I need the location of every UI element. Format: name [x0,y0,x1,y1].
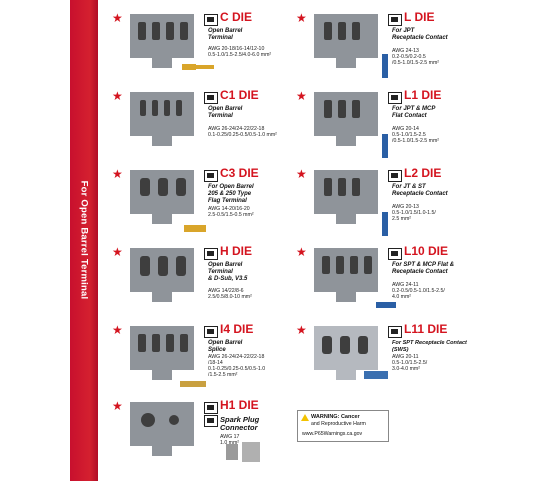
warning-url: www.P65Warnings.ca.gov [302,431,363,437]
die-description: Open Barrel Terminal & D-Sub, V3.5 [208,262,248,282]
die-spec: AWG 20-11 0.5-1.0/1.5-2.5/ 3.0-4.0 mm² [392,354,428,372]
sidebar-label: For Open Barrel Terminal [78,180,90,300]
die-image [126,402,198,456]
die-profile-icon [388,14,402,26]
star-icon: ★ [296,167,307,181]
die-spec: AWG 24-11 0.2-0.5/0.5-1.0/1.5-2.5/ 4.0 mm² [392,282,445,300]
die-card-l2 [296,166,524,244]
die-profile-icon [204,170,218,182]
contact-icon [362,368,392,382]
star-icon: ★ [112,323,123,337]
warning-title: WARNING: Cancer [311,414,360,420]
die-name: C3 DIE [220,166,259,180]
die-name: H DIE [220,244,253,258]
die-spec: AWG 17 1.0 mm² [220,434,240,446]
splice-icon [180,378,210,390]
die-name: I4 DIE [220,322,254,336]
die-card-l1 [296,88,524,166]
die-spec: AWG 26-24/24-22/22-18 /18-14 0.1-0.25/0.25-0.5/0.5-1.0 /1.5-2.5 mm² [208,354,266,378]
die-profile-icon [204,326,218,338]
star-icon: ★ [296,245,307,259]
die-profile-icon [204,248,218,260]
die-image [126,326,198,380]
die-description: Open Barrel Terminal [208,106,243,119]
die-card-l11 [296,322,524,400]
die-name: C DIE [220,10,253,24]
die-name: C1 DIE [220,88,259,102]
star-icon: ★ [112,167,123,181]
star-icon: ★ [112,399,123,413]
die-profile-icon [388,248,402,260]
die-description: For JPT & MCP Flat Contact [392,106,436,119]
die-image [126,170,198,224]
star-icon: ★ [112,89,123,103]
star-icon: ★ [112,11,123,25]
die-profile-icon [204,92,218,104]
die-profile-icon [204,14,218,26]
die-profile-icon [388,92,402,104]
die-description: Open Barrel Terminal [208,28,243,41]
star-icon: ★ [296,89,307,103]
die-name: L10 DIE [404,244,449,258]
die-image [126,92,198,146]
die-spec: AWG 14/22/8-6 2.5/0.5/8.0-10 mm² [208,288,252,300]
die-profile-icon [204,415,218,427]
die-name: L2 DIE [404,166,442,180]
terminal-icon [184,222,210,236]
die-description: For Open Barrel 205 & 250 Type Flag Terminal [208,184,254,204]
die-image [310,14,382,68]
warning-icon [301,414,309,421]
die-description: Spark Plug Connector [220,415,260,432]
die-name: L DIE [404,10,435,24]
die-profile-icon [204,402,218,414]
star-icon: ★ [296,11,307,25]
terminal-icon [182,60,216,74]
die-description: For SPT Receptacle Contact (SWS) [392,340,467,353]
die-profile-icon [388,170,402,182]
die-spec: AWG 24-13 0.2-0.5/0.2-0.5 /0.5-1.0/1.5-2.5 mm² [392,48,439,66]
die-name: L1 DIE [404,88,442,102]
die-name: L11 DIE [404,322,448,336]
die-description: For JPT Receptacle Contact [392,28,448,41]
die-card-l [296,10,524,88]
die-image [310,170,382,224]
star-icon: ★ [112,245,123,259]
die-spec: AWG 20-18/16-14/12-10 0.5-1.0/1.5-2.5/4.0-6.0 mm² [208,46,272,58]
die-image [126,248,198,302]
die-image [310,92,382,146]
die-spec: AWG 14-20/16-20 2.5-0.5/1.5-0.5 mm² [208,206,254,218]
die-description: For SPT & MCP Flat & Receptacle Contact [392,262,455,275]
die-spec: AWG 20-13 0.5-1.0/1.5/1.0-1.5/ 2.5 mm² [392,204,436,222]
die-spec: AWG 26-24/24-22/22-18 0.1-0.25/0.25-0.5/0.5-1.0 mm² [208,126,277,138]
die-spec: AWG 20-14 0.5-1.0/1.5-2.5 /0.5-1.0/1.5-2.5 mm² [392,126,439,144]
prop65-warning [297,410,389,442]
star-icon: ★ [296,323,307,337]
warning-subtitle: and Reproductive Harm [311,421,366,427]
die-name: H1 DIE [220,398,259,412]
die-profile-icon [388,326,402,338]
die-image [310,248,382,302]
die-card-l10 [296,244,524,322]
die-description: Open Barrel Splice [208,340,243,353]
die-description: For JT & ST Receptacle Contact [392,184,448,197]
